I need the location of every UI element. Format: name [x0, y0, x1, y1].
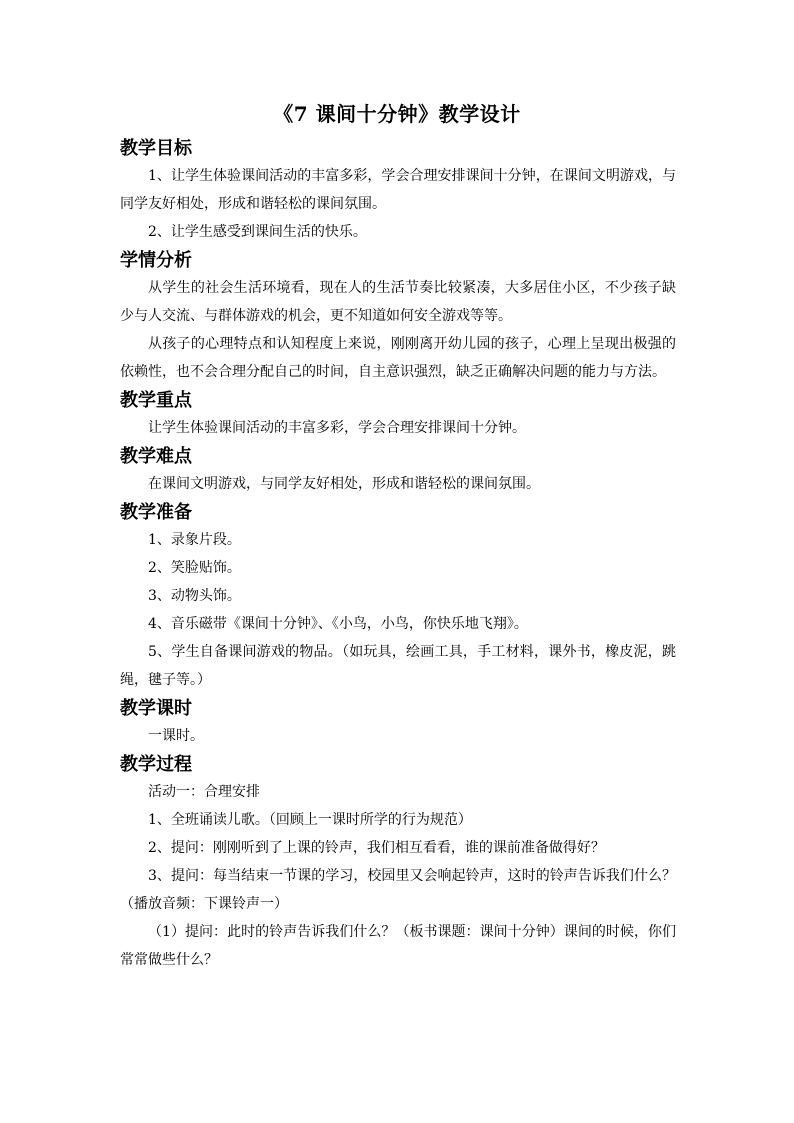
section-heading: 教学过程: [120, 754, 192, 775]
paragraph: 从学生的社会生活环境看，现在人的生活节奏比较紧凑，大多居住小区，不少孩子缺少与人交流、与群体游戏的机会，更不知道如何安全游戏等等。: [120, 280, 676, 324]
paragraph: 3、动物头饰。: [148, 588, 241, 604]
paragraph: 活动一：合理安排: [148, 784, 260, 800]
paragraph: 从孩子的心理特点和认知程度上来说，刚刚离开幼儿园的孩子，心理上呈现出极强的依赖性，也不会合理分配自己的时间，自主意识强烈，缺乏正确解决问题的能力与方法。: [120, 336, 676, 380]
paragraph: 在课间文明游戏，与同学友好相处，形成和谐轻松的课间氛围。: [148, 476, 540, 492]
section-heading: 教学目标: [120, 138, 192, 159]
paragraph: 1、全班诵读儿歌。（回顾上一课时所学的行为规范）: [148, 812, 472, 828]
paragraph: 1、让学生体验课间活动的丰富多彩，学会合理安排课间十分钟，在课间文明游戏，与同学友好相处，形成和谐轻松的课间氛围。: [120, 168, 676, 212]
paragraph: 让学生体验课间活动的丰富多彩，学会合理安排课间十分钟。: [148, 420, 526, 436]
document-title: 《7 课间十分钟》教学设计: [273, 102, 521, 126]
section-heading: 教学重点: [120, 390, 192, 411]
section-teaching-process: [120, 752, 676, 974]
section-heading: 教学准备: [120, 502, 192, 523]
paragraph: （1）提问：此时的铃声告诉我们什么？（板书课题：课间十分钟）课间的时候，你们常常做些什么？: [120, 924, 676, 968]
document-body: [120, 136, 676, 976]
paragraph: 5、学生自备课间游戏的物品。（如玩具，绘画工具，手工材料，课外书，橡皮泥，跳绳，毽子等。）: [120, 644, 676, 688]
paragraph: 4、音乐磁带《课间十分钟》、《小鸟，小鸟，你快乐地飞翔》。: [148, 616, 528, 632]
section-heading: 学情分析: [120, 250, 192, 271]
section-preparation: [120, 500, 676, 694]
paragraph: 2、让学生感受到课间生活的快乐。: [148, 224, 367, 240]
section-teaching-goals: [120, 136, 676, 246]
paragraph: 2、笑脸贴饰。: [148, 560, 241, 576]
section-class-hours: [120, 696, 676, 750]
paragraph: 3、提问：每当结束一节课的学习，校园里又会响起铃声，这时的铃声告诉我们什么？（播放音频：下课铃声一）: [120, 868, 676, 912]
section-difficulties: [120, 444, 676, 498]
paragraph: 2、提问：刚刚听到了上课的铃声，我们相互看看，谁的课前准备做得好？: [148, 840, 605, 856]
paragraph: 1、录象片段。: [148, 532, 241, 548]
section-heading: 教学课时: [120, 698, 192, 719]
paragraph: 一课时。: [148, 728, 204, 744]
section-heading: 教学难点: [120, 446, 192, 467]
section-key-points: [120, 388, 676, 442]
section-learner-analysis: [120, 248, 676, 386]
